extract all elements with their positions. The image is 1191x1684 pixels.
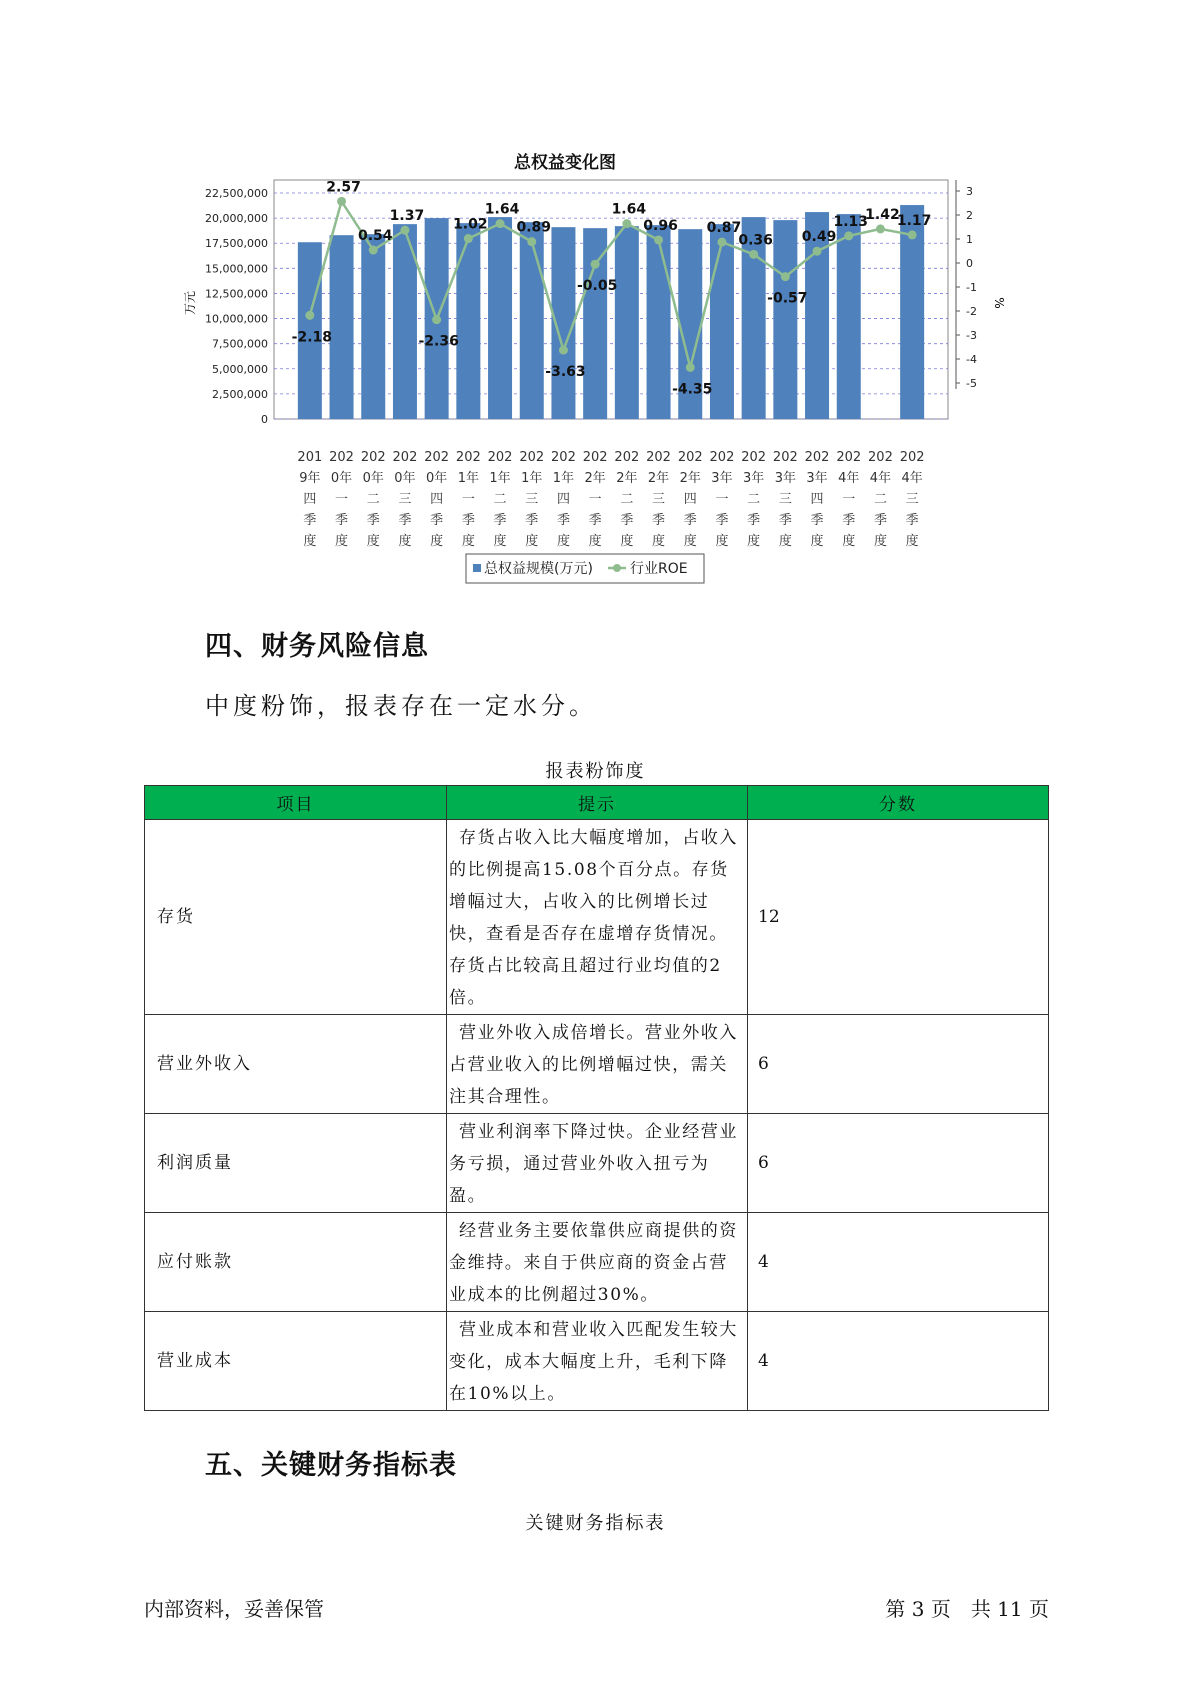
row-score: 12	[748, 820, 1049, 1015]
x-tick-label: 三	[778, 492, 792, 507]
roe-data-label: -2.36	[418, 333, 459, 350]
roe-point	[781, 272, 790, 281]
row-hint: 营业成本和营业收入匹配发生较大变化，成本大幅度上升，毛利下降在10%以上。	[447, 1312, 748, 1411]
table-row	[145, 1015, 1049, 1114]
y-tick-label: 2,500,000	[212, 387, 268, 401]
x-tick-label: 1年	[489, 471, 511, 486]
x-tick-label: 季	[588, 513, 602, 528]
x-tick-label: 度	[778, 534, 792, 549]
bar	[710, 224, 734, 419]
chart-title: 总权益变化图	[514, 153, 616, 173]
legend-swatch-point	[613, 564, 621, 572]
y2-tick-label: 0	[966, 257, 973, 270]
roe-data-label: 0.54	[357, 228, 393, 245]
x-tick-label: 3年	[774, 471, 796, 486]
x-tick-label: 季	[556, 513, 570, 528]
x-tick-label: 度	[366, 534, 380, 549]
x-tick-label: 四	[810, 492, 824, 507]
x-tick-label: 3年	[743, 471, 765, 486]
x-tick-label: 季	[905, 513, 919, 528]
x-tick-label: 度	[556, 534, 570, 549]
x-tick-label: 二	[366, 492, 380, 507]
roe-point	[369, 246, 378, 255]
x-tick-label: 202	[614, 450, 640, 465]
roe-point	[844, 231, 853, 240]
roe-data-label: 1.42	[865, 206, 900, 223]
y2-tick-label: -4	[966, 353, 977, 366]
roe-data-label: 1.37	[389, 208, 425, 225]
indicator-table-caption: 关键财务指标表	[525, 1513, 666, 1534]
x-tick-label: 2年	[584, 471, 606, 486]
roe-data-label: 0.89	[516, 219, 552, 236]
x-tick-label: 0年	[362, 471, 384, 486]
table-row	[145, 1213, 1049, 1312]
x-tick-label: 4年	[838, 471, 860, 486]
y-tick-label: 22,500,000	[205, 187, 268, 200]
x-tick-label: 202	[392, 450, 418, 465]
roe-data-label: 1.02	[453, 216, 488, 233]
y2-tick-label: -5	[966, 377, 977, 390]
footer-confidential-note: 内部资料，妥善保管	[144, 1597, 324, 1621]
x-tick-label: 4年	[869, 471, 892, 486]
roe-data-label: 1.64	[484, 201, 520, 218]
x-tick-label: 201	[297, 450, 323, 465]
roe-point	[337, 197, 346, 206]
x-tick-label: 202	[709, 450, 735, 465]
bar	[520, 222, 544, 419]
x-tick-label: 四	[556, 492, 570, 507]
roe-point	[908, 230, 917, 239]
roe-point	[813, 247, 822, 256]
x-tick-label: 季	[525, 513, 539, 528]
x-tick-label: 度	[810, 534, 824, 549]
x-tick-label: 度	[303, 534, 317, 549]
x-tick-label: 0年	[394, 471, 416, 486]
x-tick-label: 0年	[426, 471, 448, 486]
roe-data-label: 1.17	[896, 212, 932, 229]
roe-data-label: 1.64	[611, 201, 647, 218]
roe-point	[527, 237, 536, 246]
y2-tick-label: 2	[966, 209, 973, 222]
roe-point	[686, 363, 695, 372]
bar	[456, 223, 480, 419]
x-tick-label: 度	[493, 534, 507, 549]
roe-point	[464, 234, 473, 243]
x-tick-label: 季	[715, 513, 729, 528]
x-tick-label: 4年	[901, 471, 923, 486]
x-tick-label: 202	[551, 450, 576, 465]
x-tick-label: 二	[873, 492, 887, 507]
table-row	[145, 1114, 1049, 1213]
equity-chart	[170, 140, 1006, 600]
x-tick-label: 202	[487, 450, 513, 465]
x-tick-label: 度	[842, 534, 856, 549]
x-tick-label: 二	[493, 492, 507, 507]
row-score: 6	[748, 1114, 1049, 1213]
x-tick-label: 202	[836, 450, 862, 465]
row-hint: 营业外收入成倍增长。营业外收入占营业收入的比例增幅过快，需关注其合理性。	[447, 1015, 748, 1114]
row-item: 营业外收入	[145, 1015, 447, 1114]
y-axis-title: 万元	[183, 290, 197, 316]
x-tick-label: 四	[303, 492, 317, 507]
legend-label-line: 行业ROE	[630, 561, 688, 577]
x-tick-label: 季	[430, 513, 444, 528]
x-tick-label: 202	[772, 450, 798, 465]
x-tick-label: 2年	[679, 471, 701, 486]
x-tick-label: 季	[335, 513, 349, 528]
bar	[615, 226, 639, 419]
y2-tick-label: -3	[966, 329, 977, 342]
roe-data-label: 0.49	[801, 229, 837, 246]
x-tick-label: 季	[366, 513, 380, 528]
x-tick-label: 202	[424, 450, 450, 465]
bar	[583, 228, 607, 419]
chart-canvas	[170, 140, 1006, 600]
legend-label-bars: 总权益规模(万元)	[484, 561, 593, 577]
x-tick-label: 二	[620, 492, 634, 507]
roe-point	[400, 226, 409, 235]
x-tick-label: 202	[329, 450, 354, 465]
x-tick-label: 季	[493, 513, 507, 528]
section-heading-key-indicators: 五、关键财务指标表	[205, 1450, 457, 1481]
x-tick-label: 9年	[299, 471, 321, 486]
roe-point	[717, 238, 726, 247]
x-tick-label: 1年	[457, 471, 479, 486]
roe-point	[559, 346, 568, 355]
bar	[773, 220, 797, 419]
x-tick-label: 度	[588, 534, 602, 549]
x-tick-label: 一	[461, 492, 475, 507]
row-hint: 经营业务主要依靠供应商提供的资金维持。来自于供应商的资金占营业成本的比例超过30%。	[447, 1213, 748, 1312]
x-tick-label: 202	[646, 450, 671, 465]
x-tick-label: 度	[652, 534, 666, 549]
x-tick-label: 三	[905, 492, 919, 507]
x-tick-label: 202	[804, 450, 830, 465]
bar	[837, 214, 861, 419]
x-tick-label: 度	[398, 534, 412, 549]
row-item: 应付账款	[145, 1213, 447, 1312]
row-score: 4	[748, 1312, 1049, 1411]
x-tick-label: 季	[810, 513, 824, 528]
column-header-item: 项目	[145, 786, 447, 820]
x-tick-label: 季	[398, 513, 412, 528]
x-tick-label: 度	[747, 534, 761, 549]
x-tick-label: 2年	[616, 471, 638, 486]
y-tick-label: 10,000,000	[205, 312, 268, 326]
y2-tick-label: -1	[966, 281, 977, 294]
roe-point	[654, 235, 663, 244]
x-tick-label: 202	[582, 450, 608, 465]
x-tick-label: 3年	[806, 471, 828, 486]
roe-point	[876, 224, 885, 233]
x-tick-label: 季	[620, 513, 634, 528]
y2-tick-label: 1	[966, 233, 973, 246]
column-header-score: 分数	[748, 786, 1049, 820]
y-tick-label: 15,000,000	[205, 262, 268, 276]
roe-data-label: -4.35	[672, 381, 713, 398]
row-item: 存货	[145, 820, 447, 1015]
x-tick-label: 一	[715, 492, 729, 507]
x-tick-label: 二	[747, 492, 761, 507]
roe-point	[749, 250, 758, 259]
x-tick-label: 四	[683, 492, 697, 507]
bar	[647, 225, 671, 419]
roe-data-label: 0.87	[706, 220, 742, 237]
y-tick-label: 12,500,000	[205, 287, 268, 301]
x-tick-label: 季	[873, 513, 887, 528]
roe-point	[591, 260, 600, 269]
x-tick-label: 202	[899, 450, 925, 465]
y2-tick-label: 3	[966, 185, 973, 198]
y-tick-label: 7,500,000	[212, 337, 268, 351]
x-tick-label: 季	[652, 513, 666, 528]
risk-table-caption: 报表粉饰度	[545, 761, 646, 782]
x-tick-label: 四	[430, 492, 444, 507]
roe-point	[496, 219, 505, 228]
x-tick-label: 季	[842, 513, 856, 528]
x-tick-label: 度	[430, 534, 444, 549]
y-tick-label: 5,000,000	[212, 362, 268, 376]
x-tick-label: 度	[620, 534, 634, 549]
x-tick-label: 202	[360, 450, 386, 465]
x-tick-label: 2年	[647, 471, 670, 486]
roe-data-label: 2.57	[326, 179, 361, 196]
x-tick-label: 季	[683, 513, 697, 528]
x-tick-label: 季	[747, 513, 761, 528]
row-hint: 营业利润率下降过快。企业经营业务亏损，通过营业外收入扭亏为盈。	[447, 1114, 748, 1213]
x-tick-label: 季	[303, 513, 317, 528]
bar	[361, 234, 385, 419]
roe-data-label: -0.05	[576, 278, 618, 295]
roe-data-label: -0.57	[767, 290, 808, 307]
row-item: 利润质量	[145, 1114, 447, 1213]
x-tick-label: 季	[778, 513, 792, 528]
x-tick-label: 一	[335, 492, 349, 507]
roe-data-label: 0.96	[643, 217, 678, 234]
bar	[488, 217, 512, 419]
row-hint: 存货占收入比大幅度增加，占收入的比例提高15.08个百分点。存货增幅过大，占收入的比例增长过快，查看是否存在虚增存货情况。存货占比较高且超过行业均值的2倍。	[447, 820, 748, 1015]
risk-summary: 中度粉饰，报表存在一定水分。	[205, 692, 597, 720]
x-tick-label: 202	[741, 450, 767, 465]
x-tick-label: 三	[398, 492, 412, 507]
x-tick-label: 0年	[330, 471, 353, 486]
x-tick-label: 度	[525, 534, 539, 549]
x-tick-label: 1年	[521, 471, 543, 486]
x-tick-label: 1年	[552, 471, 575, 486]
row-score: 6	[748, 1015, 1049, 1114]
x-tick-label: 一	[588, 492, 602, 507]
x-tick-label: 3年	[711, 471, 733, 486]
roe-data-label: -2.18	[291, 329, 333, 346]
x-tick-label: 202	[677, 450, 703, 465]
x-tick-label: 202	[519, 450, 545, 465]
y-tick-label: 17,500,000	[205, 237, 268, 251]
column-header-hint: 提示	[447, 786, 748, 820]
x-tick-label: 202	[868, 450, 893, 465]
x-tick-label: 度	[905, 534, 919, 549]
legend-swatch-bars	[473, 564, 481, 572]
roe-point	[432, 315, 441, 324]
row-item: 营业成本	[145, 1312, 447, 1411]
roe-point	[622, 219, 631, 228]
table-header-row	[145, 786, 1049, 820]
table-row	[145, 1312, 1049, 1411]
x-tick-label: 三	[525, 492, 539, 507]
y-tick-label: 20,000,000	[205, 212, 268, 226]
y2-axis-title: %	[992, 297, 1006, 309]
y-tick-label: 0	[261, 413, 268, 426]
x-tick-label: 202	[455, 450, 481, 465]
roe-data-label: 0.36	[738, 232, 773, 249]
x-tick-label: 度	[335, 534, 349, 549]
table-row	[145, 820, 1049, 1015]
x-tick-label: 度	[683, 534, 697, 549]
section-heading-financial-risk: 四、财务风险信息	[205, 631, 429, 662]
x-tick-label: 度	[461, 534, 475, 549]
x-tick-label: 度	[715, 534, 729, 549]
x-tick-label: 季	[461, 513, 475, 528]
y2-tick-label: -2	[966, 305, 977, 318]
roe-data-label: -3.63	[545, 364, 586, 381]
bar	[330, 235, 354, 419]
x-tick-label: 一	[842, 492, 856, 507]
roe-data-label: 1.13	[833, 213, 869, 230]
x-tick-label: 三	[652, 492, 666, 507]
footer-page-number: 第 3 页 共 11 页	[885, 1597, 1049, 1621]
row-score: 4	[748, 1213, 1049, 1312]
x-tick-label: 度	[873, 534, 887, 549]
roe-point	[305, 311, 314, 320]
risk-table	[144, 785, 1049, 1411]
